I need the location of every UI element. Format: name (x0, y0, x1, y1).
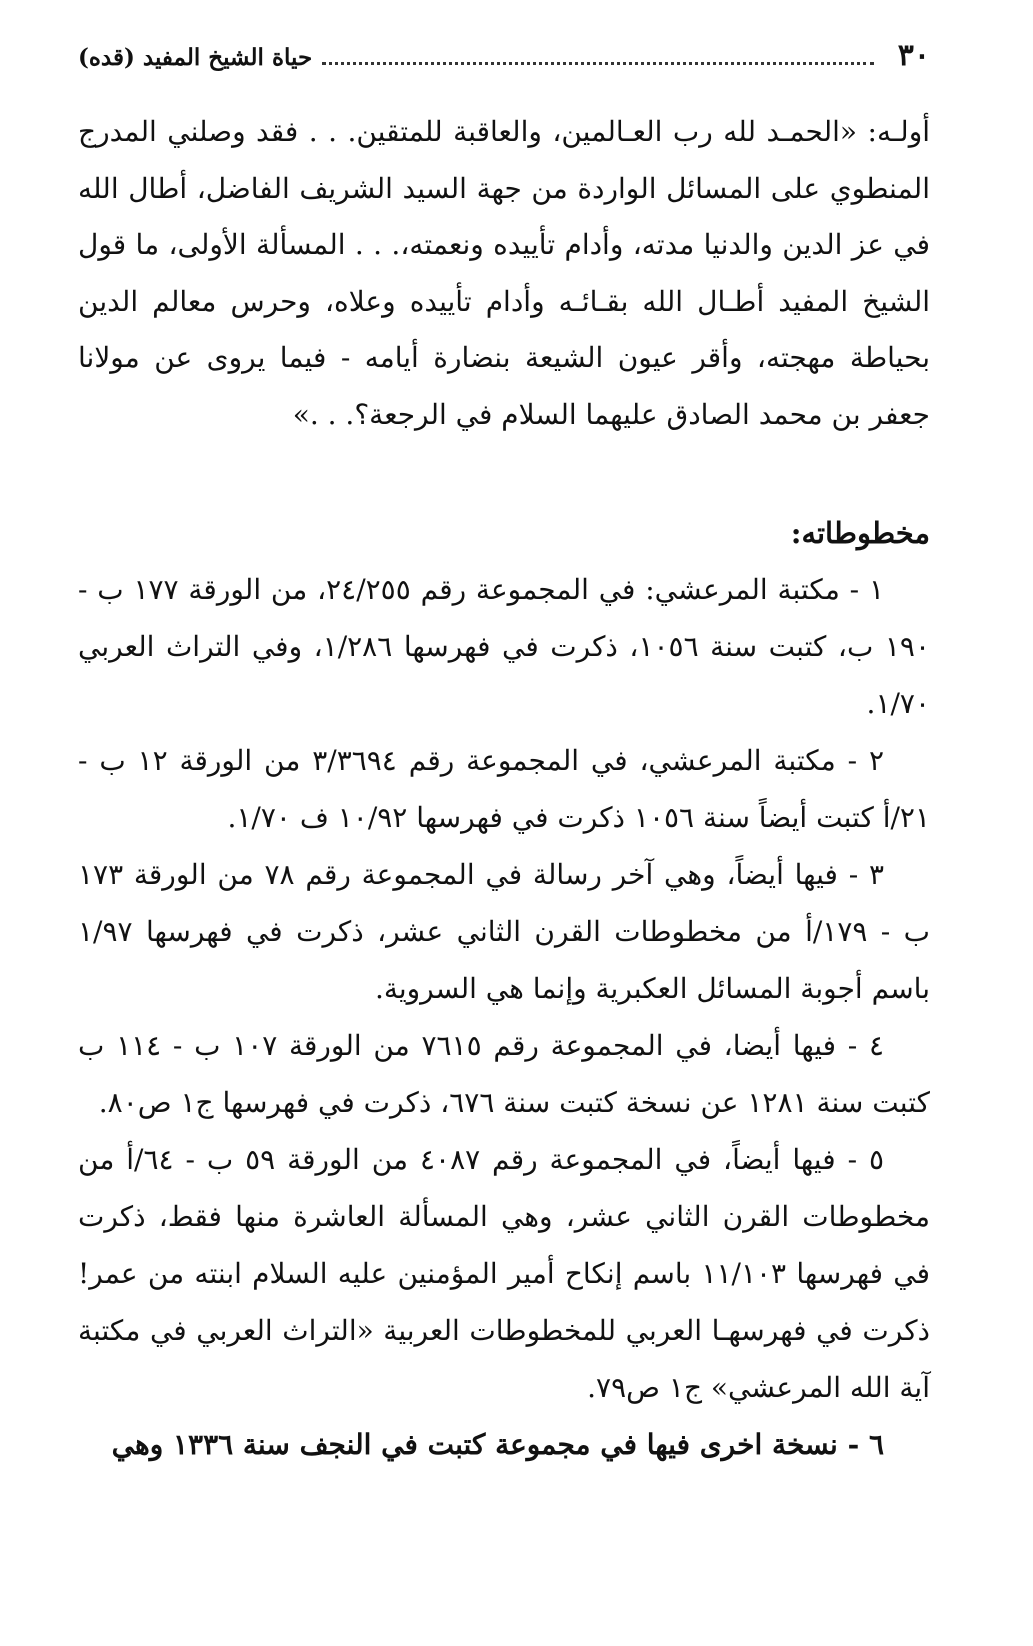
opening-quote: أولـه: «الحمـد لله رب العـالمين، والعاقبة للمتقين. . . فقد وصلني المدرج المنطوي على المسائل الواردة من جهة السيد الشريف الفاضل، أطال الله في عز الدين والدنيا مدته، وأدام تأييده ونعمته،. . . المسألة الأولى، ما قول الشيخ المفيد أطـال الله بقـائـه وأدام تأييده وعلاه، وحرس معالم الدين بحياطة مهجته، وأقر عيون الشيعة بنضارة أيامه - فيما يروى عن مولانا جعفر بن محمد الصادق عليهما السلام في الرجعة؟. . .» (78, 115, 930, 431)
page-number: ٣٠ (897, 38, 930, 73)
dot-leader (322, 62, 874, 65)
running-title: حياة الشيخ المفيد (قده) (78, 44, 313, 71)
running-header (78, 36, 930, 76)
manuscript-item: ٣ - فيها أيضاً، وهي آخر رسالة في المجموعة رقم ٧٨ من الورقة ١٧٣ ب - ١٧٩/أ من مخطوطات القرن الثاني عشر، ذكرت في فهرسها ١/٩٧ باسم أجوبة المسائل العكبرية وإنما هي السروية. (78, 858, 930, 1005)
book-page (78, 36, 930, 1473)
manuscripts-heading: مخطوطاته: (790, 516, 930, 550)
manuscript-item: ٤ - فيها أيضا، في المجموعة رقم ٧٦١٥ من الورقة ١٠٧ ب - ١١٤ ب كتبت سنة ١٢٨١ عن نسخة كتبت سنة ٦٧٦، ذكرت في فهرسها ج١ ص٨٠. (78, 1029, 930, 1119)
manuscript-item: ٦ - نسخة اخرى فيها في مجموعة كتبت في النجف سنة ١٣٣٦ وهي (111, 1428, 884, 1461)
manuscript-item: ٢ - مكتبة المرعشي، في المجموعة رقم ٣/٣٦٩٤ من الورقة ١٢ ب - ٢١/أ كتبت أيضاً سنة ١٠٥٦ ذكرت في فهرسها ١٠/٩٢ ف ١/٧٠. (78, 744, 930, 834)
manuscript-item: ٥ - فيها أيضاً، في المجموعة رقم ٤٠٨٧ من الورقة ٥٩ ب - ٦٤/أ من مخطوطات القرن الثاني عشر، وهي المسألة العاشرة منها فقط، ذكرت في فهرسها ١١/١٠٣ باسم إنكاح أمير المؤمنين عليه السلام ابنته من عمر! ذكرت في فهرسهـا العربي للمخطوطات العربية «التراث العربي في مكتبة آية الله المرعشي» ج١ ص٧٩. (78, 1143, 930, 1404)
manuscript-item: ١ - مكتبة المرعشي: في المجموعة رقم ٢٤/٢٥٥، من الورقة ١٧٧ ب - ١٩٠ ب، كتبت سنة ١٠٥٦، ذكرت في فهرسها ١/٢٨٦، وفي التراث العربي ١/٧٠. (78, 573, 930, 720)
